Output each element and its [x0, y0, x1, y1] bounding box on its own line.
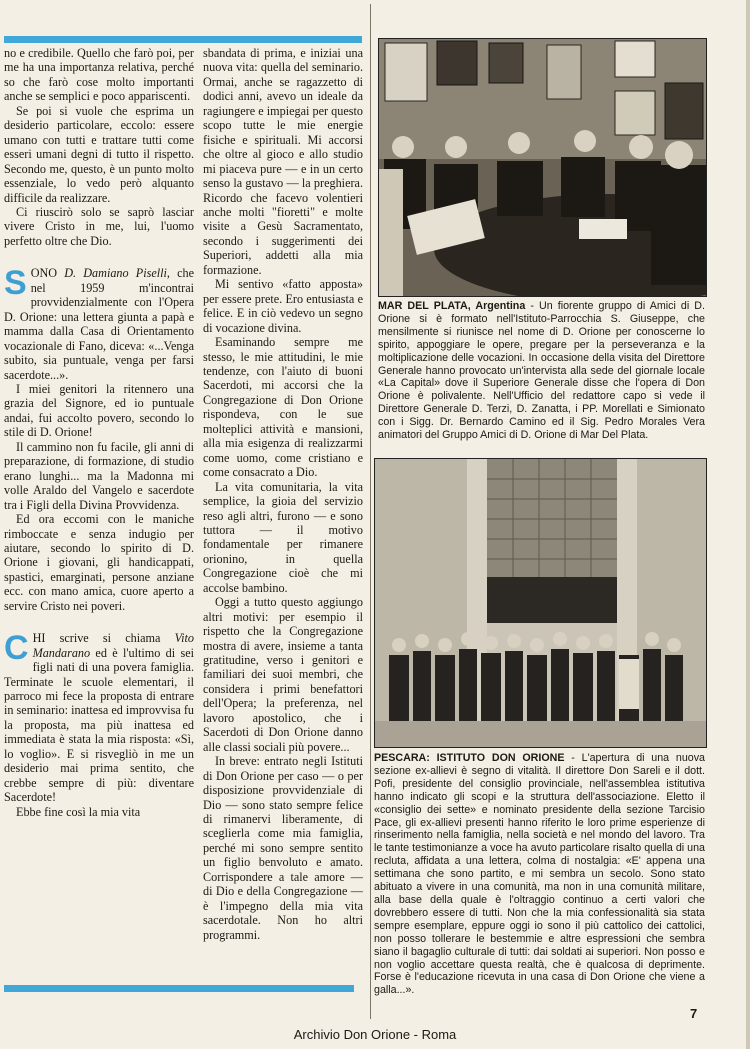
- paragraph: Oggi a tutto questo aggiungo altri motivi: per esempio il rispetto che la Congregazione mostra di avere, insieme a tanta gratitudine, verso i genitori e familiari dei suoi membri, che considera i primi benefattori dell'Opera; la preferenza, nel lavoro apostolico, che i Sacerdoti di Don Orione danno alle classi sociali più povere...: [203, 595, 363, 754]
- paragraph: Ebbe fine così la mia vita: [16, 804, 141, 819]
- paragraph: Esaminando sempre me stesso, le mie attitudini, le mie tendenze, con l'aiuto di buoni Sacerdoti, mi accorsi che la Congregazione di Don Orione rispondeva, con le sue molteplici attività e mansioni, alla mia esigenza di realizzarmi come uomo, come cristiano e come consacrato a Dio.: [203, 335, 363, 480]
- paragraph: Mi sentivo «fatto apposta» per essere prete. Ero entusiasta e felice. E in ciò vedevo un segno di vocazione divina.: [203, 277, 363, 335]
- drop-cap: S: [4, 264, 27, 303]
- photo-pescara-group: [374, 458, 707, 748]
- paragraph-text: , che nel 1959 m'incontrai provvidenzialmente con l'Opera D. Orione: una lettera giunta a papà e mamma dalla Casa di Orientamento vocazionale di Fano, diceva: «...Venga subito, sia puntuale, venga per farsi sacerdote...».: [4, 266, 195, 382]
- drop-cap: C: [4, 629, 29, 668]
- paragraph: Se poi si vuole che esprima un desiderio particolare, eccolo: essere umano con tutti e trattare tutti come esseri umani degni di tutto il rispetto. Secondo me, questo, è un punto molto essenziale, lo vedo però alquanto difficile da realizzare.: [4, 103, 194, 205]
- text-column-2: [203, 46, 363, 942]
- paragraph: I miei genitori la ritennero una grazia del Signore, ed io puntuale andai, fui accolto povero, secondo lo stile di D. Orione!: [4, 381, 194, 440]
- caption-text: - Un fiorente gruppo di Amici di D. Orione si è formato nell'Istituto-Parrocchia S. Giuseppe, che mensilmente si riunisce nel nome di D. Orione per conoscerne lo spirito, appoggiare le opere, pregare per la perseveranza e la moltiplicazione delle vocazioni. In occasione della visita del Direttore Generale hanno provocato un'intervista alla sede del giornale locale «La Capital» dove il Superiore Generale disse che l'opera di Don Orione è polivalente. Nell'Ufficio del redattore capo si vede il Direttore Generale D. Terzi, D. Zanatta, i PP. Morellati e Simionato con i Sigg. Dr. Bernardo Camino ed il Sig. Pedro Morales Vera animatori del Gruppo Amici di D. Orione di Mar Del Plata.: [378, 300, 705, 442]
- archive-label: Archivio Don Orione - Roma: [291, 1027, 460, 1042]
- testimony-vito: [4, 631, 194, 804]
- paragraph: Ed ora eccomi con le maniche rimboccate e senza indugio per aiutare, secondo lo spirito di D. Orione i giovani, gli handicappati, spastici, emarginati, persone anziane ecc. con mano amica, cuore aperto a servire Cristo nei poveri.: [4, 512, 194, 613]
- caption-heading: MAR DEL PLATA, Argentina: [378, 300, 526, 312]
- paragraph: Ci riuscirò solo se saprò lasciar vivere Cristo in me, lui, l'uomo perfetto oltre che Dio.: [4, 204, 194, 248]
- photo-mar-del-plata-meeting: [378, 38, 707, 297]
- paragraph-text: ed è l'ultimo di sei figli nati di una povera famiglia. Terminate le scuole elementari, il parroco mi fece la proposta di entrare in seminario: inattesa ed improvvisa fu la proposta, ma più inattesa ed immediata è stata la mia risposta: «Sì, lo voglio». E si risvegliò in me un desiderio mai prima sentito, che crebbe sempre di più: diventare Sacerdote!: [4, 645, 194, 805]
- caption-text: - L'apertura di una nuova sezione ex-allievi è segno di vitalità. Il direttore Don Sareli e il dott. Pofi, presidente del consiglio provinciale, nell'assemblea istitutiva hanno indicato gli scopi e la struttura dell'associazione. Eletto il «consiglio dei sette» e nominato presidente della sezione Tarcisio Pace, gli ex-allievi presenti hanno riferito le loro prime esperienze di rinserimento nella famiglia, nella società e nel mondo del lavoro. Tra le tante testimonianze a voce ha avuto particolare risalto quella di una recluta, affidata a una lettera, colma di nostalgia: «E' appena una settimana che sono partito, e mi sembra un secolo. Sono stato abituato a vivere in una comunità, ma non in una comunità militare, alla base della quale è l'oltraggio continuo a certi valori che dovrebbero essere di tutti. Non che la mia confessionalità sia stata sempre esemplare, eppure oggi io sono il più cattolico dei cattolici, non posso tollerare le bestemmie e altre espressioni che sembra siano il bagaglio culturale di tutti: dai soldati ai superiori. Non posso e non voglio accettare questa realtà, che è qualcosa di deprimente. Forse è l'educazione ricevuta in una casa di Don Orione che viene a galla...».: [374, 752, 706, 997]
- paragraph: Il cammino non fu facile, gli anni di preparazione, di formazione, di studio erano lunghi... ma la Madonna mi volle Araldo del Vangelo e sacerdote tra i Figli della Divina Provvidenza.: [4, 439, 194, 512]
- text-column-1: [4, 46, 194, 819]
- bottom-accent-bar: [4, 985, 354, 992]
- page-number: 7: [690, 1006, 698, 1021]
- page-edge: [746, 0, 750, 1049]
- author-name: Vito Mandarano: [32, 631, 194, 660]
- archive-footer: [0, 1027, 750, 1042]
- paragraph: La vita comunitaria, la vita semplice, la gioia del servizio reso agli altri, furono — e sono tuttora — il motivo fondamentale per rimanere orionino, in quella Congregazione cioè che mi accolse bambino.: [203, 479, 363, 595]
- caption-mar-del-plata: [378, 300, 705, 442]
- testimony-damiano: [4, 266, 194, 382]
- meeting-photo-illustration: [379, 39, 706, 296]
- author-name: D. Damiano Piselli: [64, 266, 167, 281]
- caption-pescara: [374, 752, 705, 997]
- top-accent-bar: [4, 36, 362, 43]
- column-divider: [370, 4, 371, 1019]
- lead-in: HI scrive si chiama: [32, 631, 175, 646]
- paragraph: sbandata di prima, e iniziai una nuova vita: quella del seminario. Ormai, anche se ragazzetto di dodici anni, avevo un ideale da ragiungere e impiegai per questo scopo tutte le mie energie fisiche e spirituali. Mi accorsi che oltre al gioco e allo studio mi piaceva pure — e in un certo senso la gustavo — la preghiera. Ricordo che facevo volentieri anche molti "fioretti" e molte visite a Gesù Sacramentato, secondo i suggerimenti dei Superiori, addetti alla mia formazione.: [203, 46, 363, 277]
- caption-heading: PESCARA: ISTITUTO DON ORIONE: [374, 752, 565, 764]
- group-photo-illustration: [375, 459, 706, 747]
- lead-in: ONO: [30, 266, 65, 281]
- paragraph: In breve: entrato negli Istituti di Don Orione per caso — o per disposizione provvidenziale di Dio — sono stato sempre felice di rimanervi liberamente, di sceglierla come mia famiglia, perché mi sono sempre sentito un figlio benvoluto e amato. Corrisponderе a tale amore — di Dio e della Congregazione — è l'impegno della mia vita sacerdotale. Non ho altri programmi.: [203, 754, 363, 942]
- paragraph: no e credibile. Quello che farò poi, per me ha una importanza relativa, perché so che farò cose molto importanti anche se semplici e poco appariscenti.: [4, 46, 194, 104]
